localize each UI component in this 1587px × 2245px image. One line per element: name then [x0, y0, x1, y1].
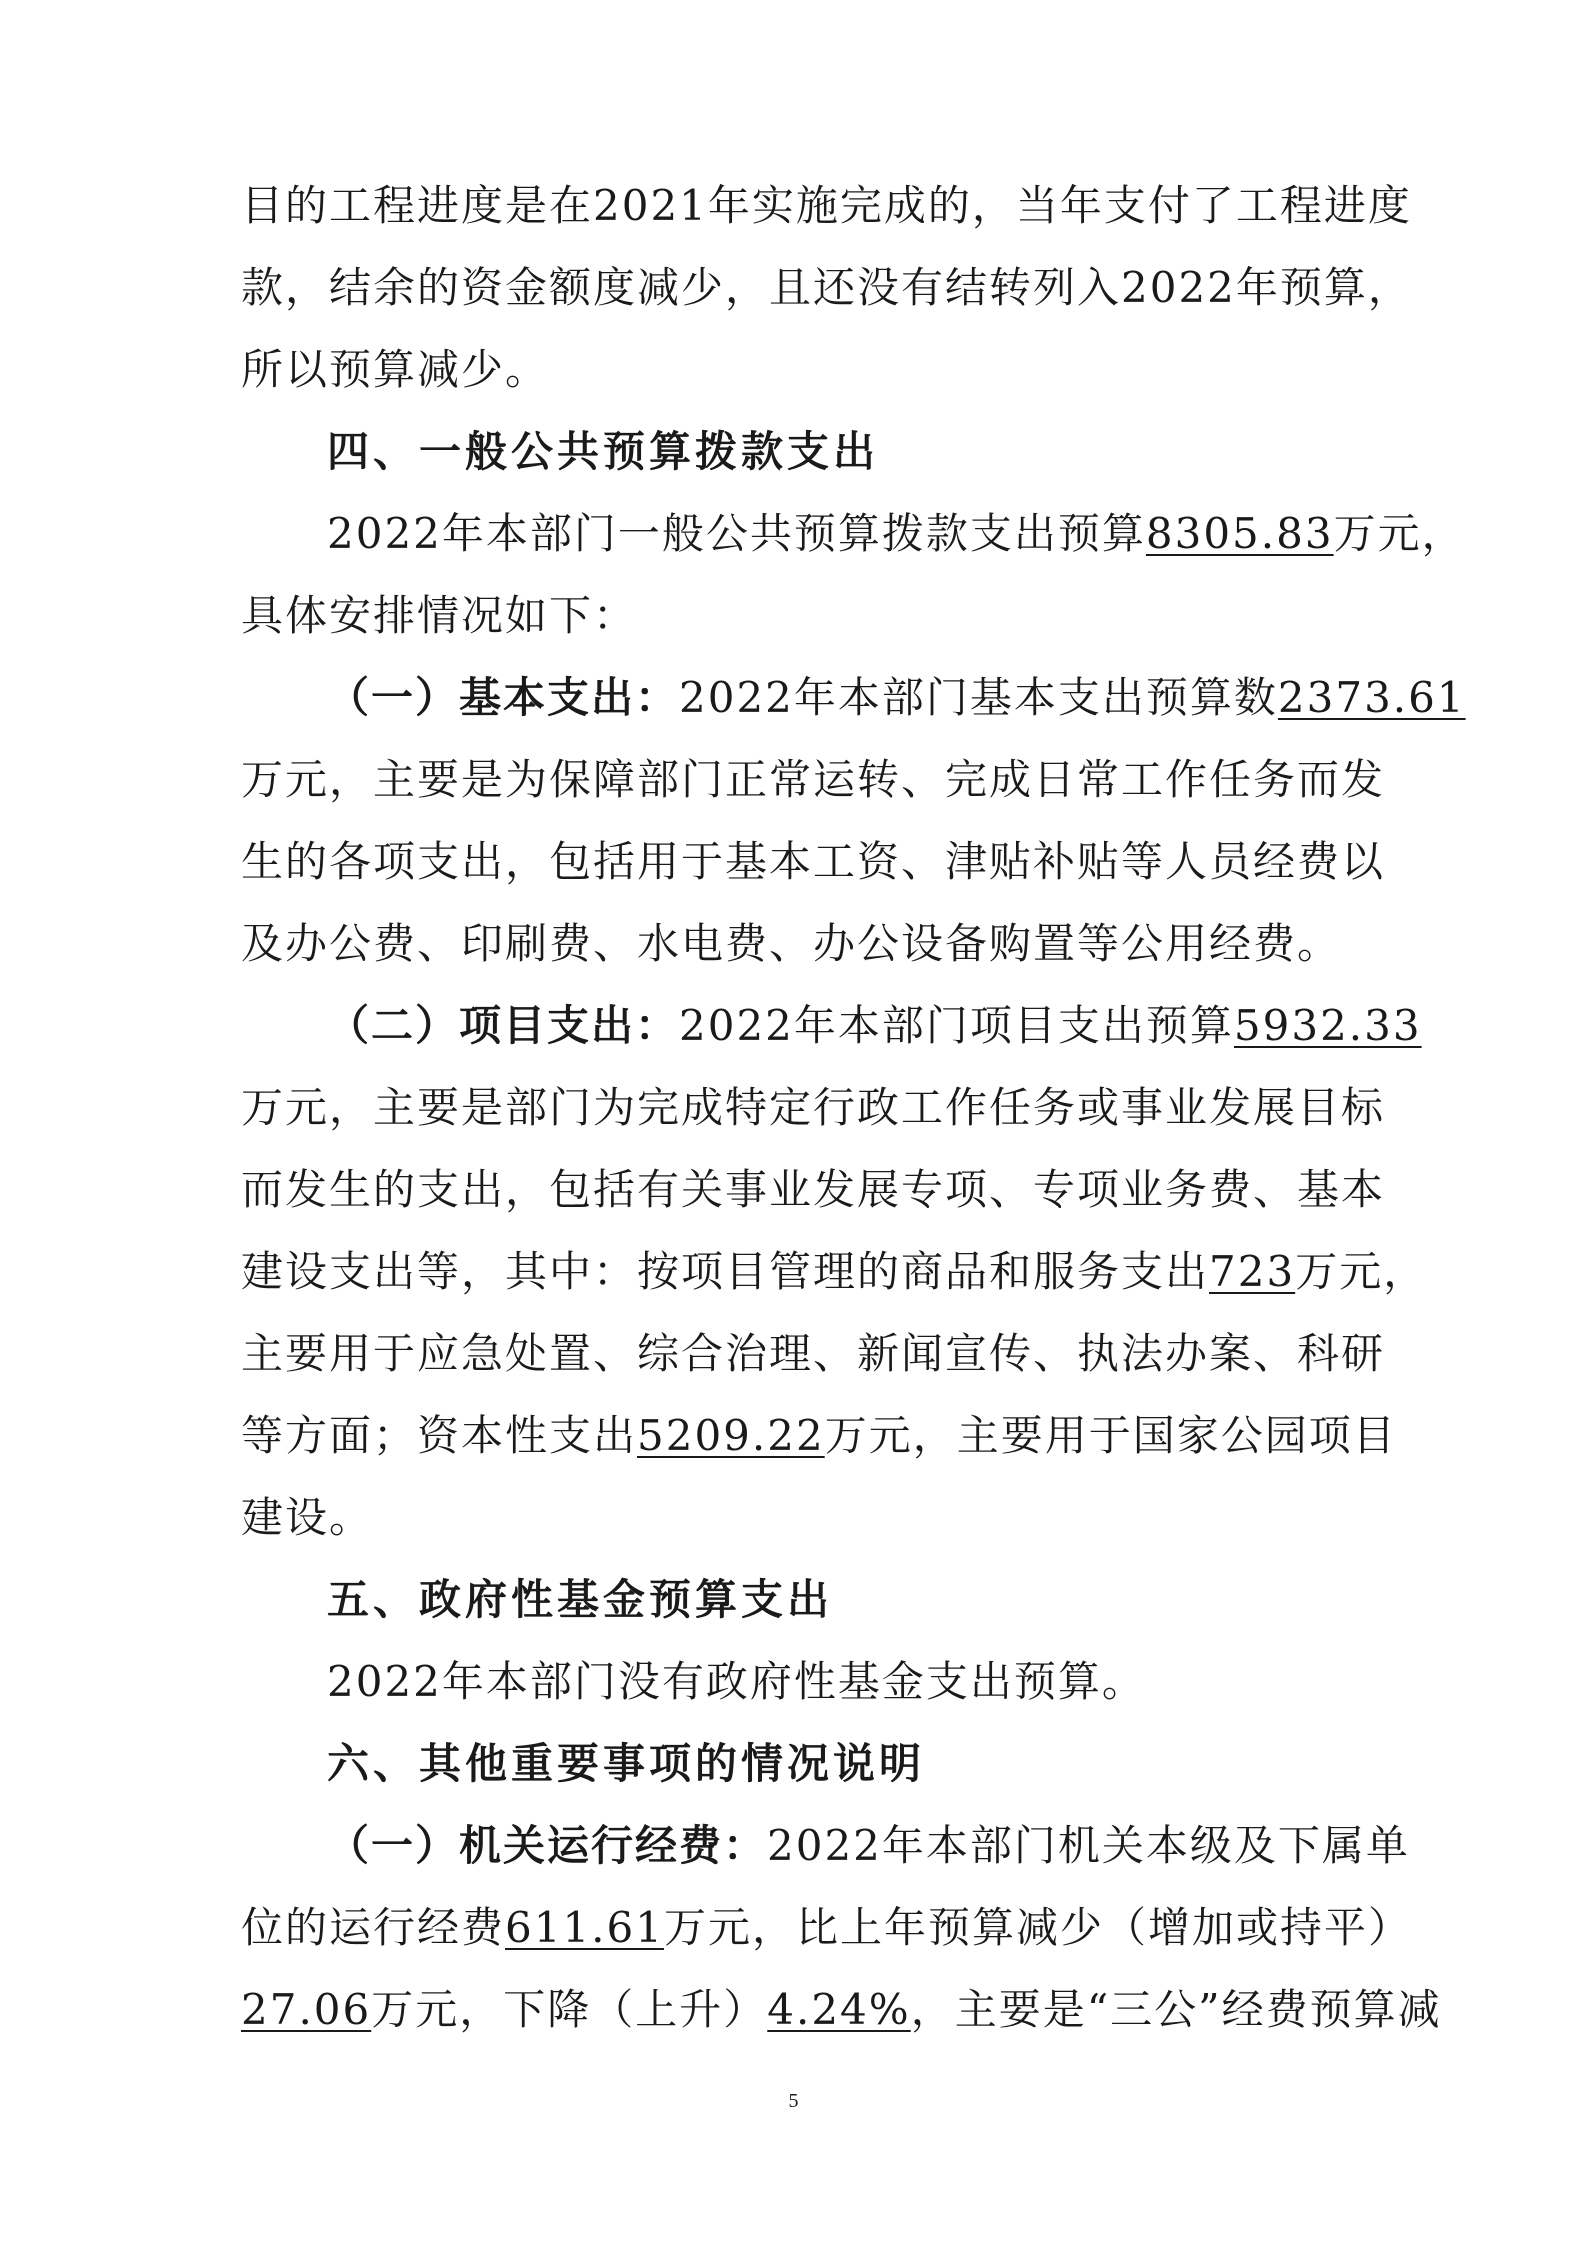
paragraph-line: [241, 1887, 1412, 1969]
paragraph-line: [241, 1969, 1442, 2051]
paragraph-line: 主要用于应急处置、综合治理、新闻宣传、执法办案、科研: [241, 1329, 1386, 1378]
paragraph-line: 万元，主要是为保障部门正常运转、完成日常工作任务而发: [241, 755, 1386, 804]
paragraph-line: [241, 1395, 1397, 1477]
paragraph-line: 而发生的支出，包括有关事业发展专项、专项业务费、基本: [241, 1165, 1386, 1214]
paragraph-line: 生的各项支出，包括用于基本工资、津贴补贴等人员经费以: [241, 837, 1386, 886]
paragraph-line: 目的工程进度是在2021年实施完成的，当年支付了工程进度: [241, 181, 1412, 230]
paragraph-line: 款，结余的资金额度减少，且还没有结转列入2022年预算，: [241, 263, 1412, 312]
page-number: 5: [788, 2090, 799, 2112]
paragraph-line: [241, 1231, 1428, 1313]
paragraph-line: 及办公费、印刷费、水电费、办公设备购置等公用经费。: [241, 919, 1342, 968]
paragraph-line: [241, 493, 1466, 575]
section-heading-4: 四、一般公共预算拨款支出: [327, 427, 880, 476]
text-span: 位的运行经费: [241, 1903, 506, 1952]
amount-project-expenditure: 5932.33: [1233, 1001, 1422, 1050]
section-heading-6: 六、其他重要事项的情况说明: [327, 1739, 926, 1788]
text-span: 万元，: [1333, 509, 1466, 558]
document-body: [241, 165, 1466, 2051]
subsection-label-operating: （一）机关运行经费：: [327, 1821, 768, 1870]
text-span: 等方面；资本性支出: [241, 1411, 638, 1460]
paragraph-line: [241, 1805, 1410, 1887]
subsection-label-basic: （一）基本支出：: [327, 673, 680, 722]
subsection-label-project: （二）项目支出：: [327, 1001, 680, 1050]
paragraph-line: 所以预算减少。: [241, 345, 550, 394]
text-span: 2022年本部门基本支出预算数: [679, 673, 1278, 722]
amount-basic-expenditure: 2373.61: [1277, 673, 1466, 722]
paragraph-line: 具体安排情况如下：: [241, 591, 638, 640]
amount-operating-cost: 611.61: [505, 1903, 664, 1952]
text-span: 2022年本部门机关本级及下属单: [767, 1821, 1410, 1870]
paragraph-line: 2022年本部门没有政府性基金支出预算。: [327, 1657, 1146, 1706]
paragraph-line: [241, 657, 1466, 739]
amount-capital-expenditure: 5209.22: [637, 1411, 825, 1460]
text-span: 万元，主要用于国家公园项目: [824, 1411, 1397, 1460]
percent-decrease: 4.24%: [767, 1985, 911, 2034]
section-heading-5: 五、政府性基金预算支出: [327, 1575, 834, 1624]
text-span: 万元，: [1295, 1247, 1428, 1296]
amount-goods-services: 723: [1209, 1247, 1296, 1296]
paragraph-line: [241, 985, 1422, 1067]
text-span: ，主要是“三公”经费预算减: [910, 1985, 1442, 2034]
text-span: 2022年本部门一般公共预算拨款支出预算: [327, 509, 1146, 558]
text-span: 建设支出等，其中：按项目管理的商品和服务支出: [241, 1247, 1210, 1296]
text-span: 万元，比上年预算减少（增加或持平）: [663, 1903, 1412, 1952]
amount-decrease: 27.06: [241, 1985, 372, 2034]
text-span: 万元，下降（上升）: [371, 1985, 768, 2034]
paragraph-line: 万元，主要是部门为完成特定行政工作任务或事业发展目标: [241, 1083, 1386, 1132]
amount-general-budget: 8305.83: [1145, 509, 1334, 558]
text-span: 2022年本部门项目支出预算: [679, 1001, 1234, 1050]
paragraph-line: 建设。: [241, 1493, 374, 1542]
